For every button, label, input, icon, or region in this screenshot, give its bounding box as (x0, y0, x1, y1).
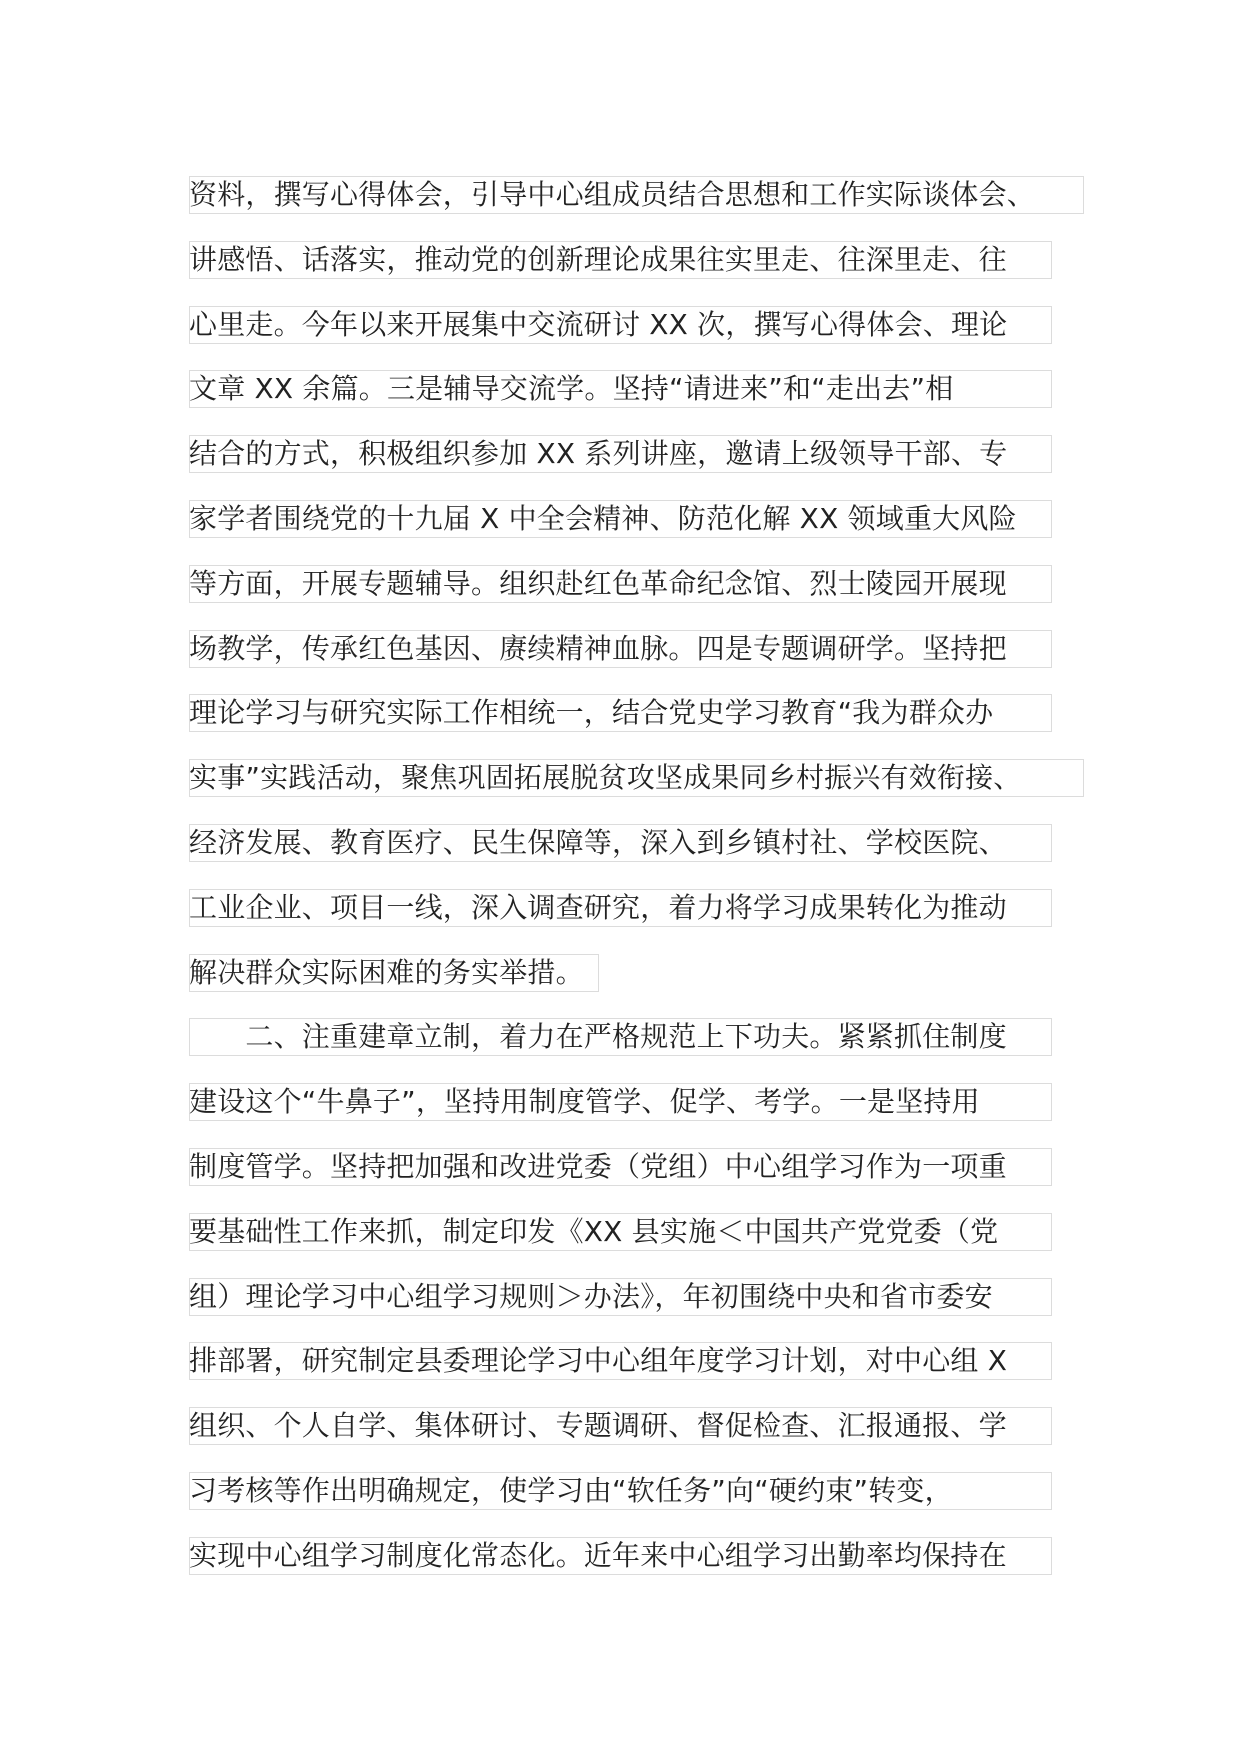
text-line (189, 494, 1089, 559)
line-text: 建设这个“牛鼻子”，坚持用制度管学、促学、考学。一是坚持用 (189, 1085, 980, 1119)
text-line (189, 364, 1089, 429)
line-text: 排部署，研究制定县委理论学习中心组年度学习计划，对中心组 X (189, 1344, 1008, 1378)
text-line (189, 1142, 1089, 1207)
line-text: 要基础性工作来抓，制定印发《XX 县实施＜中国共产党党委（党 (189, 1214, 999, 1248)
text-line (189, 1012, 1089, 1077)
text-line (189, 170, 1089, 235)
line-text: 习考核等作出明确规定，使学习由“软任务”向“硬约束”转变， (189, 1473, 953, 1507)
line-text: 制度管学。坚持把加强和改进党委（党组）中心组学习作为一项重 (189, 1149, 1007, 1183)
line-text: 心里走。今年以来开展集中交流研讨 XX 次，撰写心得体会、理论 (189, 307, 1008, 341)
text-line (189, 1401, 1089, 1466)
line-text: 实事”实践活动，聚焦巩固拓展脱贫攻坚成果同乡村振兴有效衔接、 (189, 761, 1022, 795)
text-line (189, 1077, 1089, 1142)
text-line (189, 1466, 1089, 1531)
line-text: 实现中心组学习制度化常态化。近年来中心组学习出勤率均保持在 (189, 1538, 1007, 1572)
line-text: 结合的方式，积极组织参加 XX 系列讲座，邀请上级领导干部、专 (189, 437, 1008, 471)
line-text: 解决群众实际困难的务实举措。 (189, 955, 584, 989)
line-text: 组织、个人自学、集体研讨、专题调研、督促检查、汇报通报、学 (189, 1409, 1007, 1443)
text-line (189, 948, 1089, 1013)
text-line (189, 688, 1089, 753)
text-line (189, 559, 1089, 624)
line-text: 家学者围绕党的十九届 X 中全会精神、防范化解 XX 领域重大风险 (189, 501, 1017, 535)
text-line (189, 753, 1089, 818)
line-text: 组）理论学习中心组学习规则＞办法》，年初围绕中央和省市委安 (189, 1279, 993, 1313)
line-text: 二、注重建章立制，着力在严格规范上下功夫。紧紧抓住制度 (189, 1020, 1007, 1054)
text-line (189, 1531, 1089, 1596)
text-line (189, 624, 1089, 689)
line-text: 讲感悟、话落实，推动党的创新理论成果往实里走、往深里走、往 (189, 242, 1007, 276)
body-text (189, 170, 1089, 1596)
line-text: 文章 XX 余篇。三是辅导交流学。坚持“请进来”和“走出去”相 (189, 372, 954, 406)
text-line (189, 429, 1089, 494)
text-line (189, 883, 1089, 948)
line-text: 等方面，开展专题辅导。组织赴红色革命纪念馆、烈士陵园开展现 (189, 566, 1007, 600)
line-text: 资料，撰写心得体会，引导中心组成员结合思想和工作实际谈体会、 (189, 178, 1036, 211)
line-text: 理论学习与研究实际工作相统一，结合党史学习教育“我为群众办 (189, 696, 994, 730)
text-line (189, 1207, 1089, 1272)
line-text: 场教学，传承红色基因、赓续精神血脉。四是专题调研学。坚持把 (189, 631, 1007, 665)
text-line (189, 1336, 1089, 1401)
text-line (189, 235, 1089, 300)
text-line (189, 1272, 1089, 1337)
line-text: 经济发展、教育医疗、民生保障等，深入到乡镇村社、学校医院、 (189, 825, 1007, 859)
line-text: 工业企业、项目一线，深入调查研究，着力将学习成果转化为推动 (189, 890, 1007, 924)
text-line (189, 818, 1089, 883)
text-line (189, 300, 1089, 365)
